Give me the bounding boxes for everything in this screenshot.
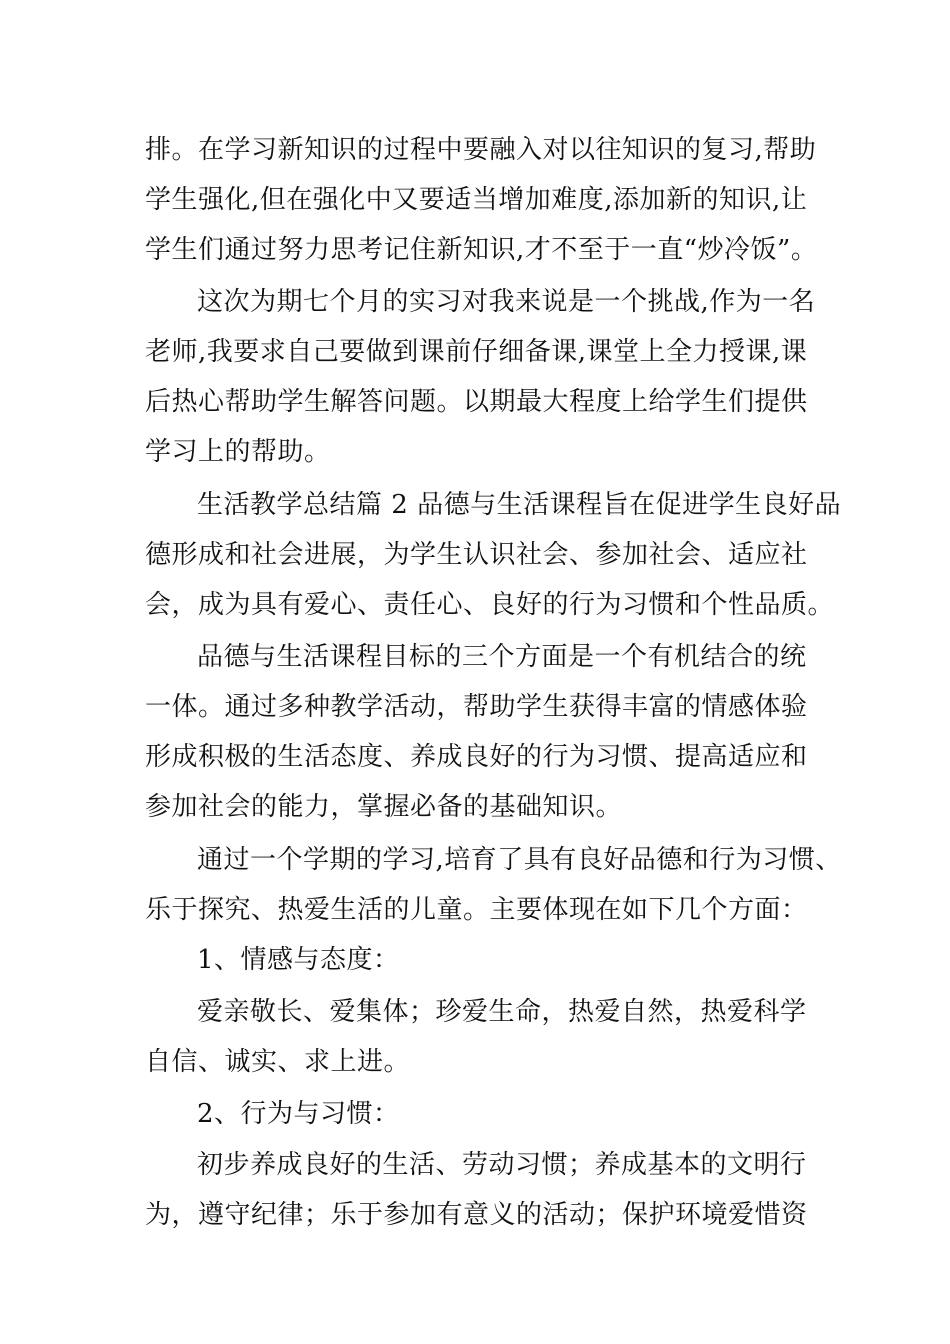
text-line: 德形成和社会进展，为学生认识社会、参加社会、适应社 (145, 540, 808, 570)
paragraph-start: 爱亲敬长、爱集体；珍爱生命，热爱自然，热爱科学 (197, 997, 807, 1027)
text-line: 参加社会的能力，掌握必备的基础知识。 (145, 792, 623, 822)
text-line: 老师,我要求自己要做到课前仔细备课,课堂上全力授课,课 (145, 337, 808, 367)
text-line: 乐于探究、热爱生活的儿童。主要体现在如下几个方面： (145, 895, 808, 925)
paragraph-start: 通过一个学期的学习,培育了具有良好品德和行为习惯、 (197, 845, 842, 875)
text-line: 自信、诚实、求上进。 (145, 1047, 411, 1077)
section-heading: 1、情感与态度： (197, 945, 400, 975)
paragraph-start: 这次为期七个月的实习对我来说是一个挑战,作为一名 (197, 287, 816, 317)
text-line: 学生们通过努力思考记住新知识,才不至于一直“炒冷饭”。 (145, 235, 818, 265)
paragraph-start: 品德与生活课程目标的三个方面是一个有机结合的统 (197, 642, 807, 672)
section-heading: 2、行为与习惯： (197, 1099, 400, 1129)
text-line: 为，遵守纪律；乐于参加有意义的活动；保护环境爱惜资 (145, 1200, 808, 1230)
text-line: 排。在学习新知识的过程中要融入对以往知识的复习,帮助 (145, 135, 817, 165)
text-line: 会，成为具有爱心、责任心、良好的行为习惯和个性品质。 (145, 590, 835, 620)
paragraph-start: 生活教学总结篇 2 品德与生活课程旨在促进学生良好品 (197, 490, 842, 520)
text-line: 一体。通过多种教学活动，帮助学生获得丰富的情感体验 (145, 692, 808, 722)
text-line: 后热心帮助学生解答问题。以期最大程度上给学生们提供 (145, 387, 808, 417)
text-line: 学习上的帮助。 (145, 437, 331, 467)
text-line: 学生强化,但在强化中又要适当增加难度,添加新的知识,让 (145, 185, 808, 215)
paragraph-start: 初步养成良好的生活、劳动习惯；养成基本的文明行 (197, 1150, 807, 1180)
text-line: 形成积极的生活态度、养成良好的行为习惯、提高适应和 (145, 742, 808, 772)
